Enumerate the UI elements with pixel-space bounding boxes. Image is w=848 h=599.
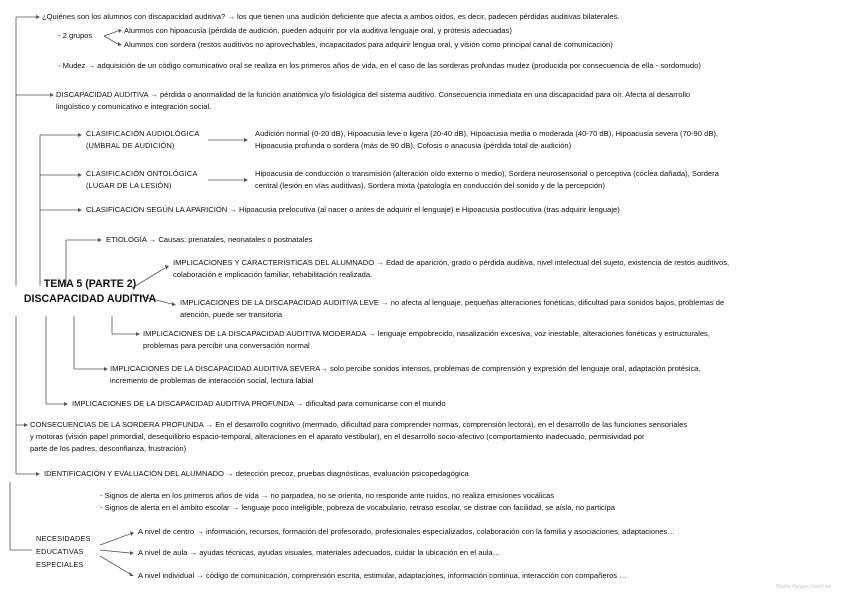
nivel-aula: A nivel de aula → ayudas técnicas, ayudas visuales, materiales adecuados, cuidar la ubicación en el aula… bbox=[138, 548, 501, 557]
definicion-line-2: lingüístico y comunicativo e integración social. bbox=[56, 102, 212, 111]
signos-escolar: - Signos de alerta en el ámbito escolar → lenguaje poco inteligible, pobreza de vocabulario, retraso escolar, se distrae con facilidad, se aísla, no participa bbox=[100, 503, 615, 512]
aparicion-text: CLASIFICACIÓN SEGÚN LA APARICIÓN → Hipoacusia prelocutiva (al nacer o antes de adquirir el lenguaje) e Hipoacusia postlocutiva (tras adquirir lenguaje) bbox=[86, 205, 620, 214]
necesidades-label-2: EDUCATIVAS bbox=[36, 547, 84, 556]
implicaciones-caracteristicas-2: colaboración e implicación familiar, rehabilitación realizada. bbox=[173, 270, 373, 279]
author-watermark: Marta Vargas Martínez bbox=[776, 584, 832, 590]
implicaciones-caracteristicas-1: IMPLICACIONES Y CARACTERÍSTICAS DEL ALUMNADO → Edad de aparición, grado o pérdida auditiva, nivel intelectual del sujeto, existencia de restos auditivos, bbox=[173, 258, 730, 267]
consecuencias-line-3: parte de los padres, desconfianza, frustración) bbox=[30, 444, 187, 453]
nivel-individual: A nivel individual → código de comunicación, comprensión escrita, estimular, adaptaciones, información continua, interacción con compañeros … bbox=[138, 571, 627, 580]
necesidades-label-1: NECESIDADES bbox=[36, 534, 91, 543]
signos-primeros-anos: - Signos de alerta en los primeros años de vida → no parpadea, no se orienta, no responde ante ruidos, no realiza emisiones vocálicas bbox=[100, 491, 555, 500]
audiologica-label-2: (UMBRAL DE AUDICIÓN) bbox=[86, 141, 175, 150]
ontologica-text-1: Hipoacusia de conducción o transmisión (alteración oído externo o medio), Sordera neurosensorial o perceptiva (cóclea dañada), Sordera bbox=[255, 169, 719, 178]
implicaciones-moderada-1: IMPLICACIONES DE LA DISCAPACIDAD AUDITIVA MODERADA → lenguaje empobrecido, nasalización excesiva, voz inestable, alteraciones fonéticas y estructurales, bbox=[143, 329, 710, 338]
alumnos-question: ¿Quiénes son los alumnos con discapacidad auditiva? → los que tienen una audición deficiente que afecta a ambos oídos, es decir, padecen pérdidas auditivas bilaterales. bbox=[42, 12, 620, 21]
consecuencias-line-1: CONSECUENCIAS DE LA SORDERA PROFUNDA → En el desarrollo cognitivo (mermado, dificultad para comprender normas, comprensión lectora), en el desarrollo de las funciones sensoriales bbox=[30, 420, 688, 429]
grupo-sordera: Alumnos con sordera (restos auditivos no aprovechables, incapacitados para adquirir lengua oral, y visión como principal canal de comunicación) bbox=[124, 40, 613, 49]
ontologica-text-2: central (lesión en vías auditivas), Sordera mixta (patología en conducción del sonido y de la percepción) bbox=[255, 181, 605, 190]
page-title-line-1: TEMA 5 (PARTE 2) bbox=[43, 278, 137, 290]
implicaciones-moderada-2: problemas para percibir una conversación normal bbox=[143, 341, 310, 350]
ontologica-label-2: (LUGAR DE LA LESIÓN) bbox=[86, 181, 172, 190]
mudez-text: - Mudez → adquisición de un código comunicativo oral se realiza en los primeros años de vida, en el caso de las sorderas profundas mudez (producida por consecuencia de ella - sordomudo) bbox=[58, 61, 701, 70]
necesidades-label-3: ESPECIALES bbox=[36, 560, 84, 569]
implicaciones-profunda: IMPLICACIONES DE LA DISCAPACIDAD AUDITIVA PROFUNDA → dificultad para comunicarse con el mundo bbox=[72, 399, 446, 408]
audiologica-label-1: CLASIFICACIÓN AUDIOLÓGICA bbox=[86, 129, 200, 138]
page-title-line-2: DISCAPACIDAD AUDITIVA bbox=[23, 293, 157, 305]
consecuencias-line-2: y motoras (visión papel primordial, desequilibrio espacio-temporal, alteraciones en el aparato vestibular), en el desarrollo socio-afectivo (comportamiento inadecuado, permisividad por bbox=[30, 432, 645, 441]
implicaciones-severa-2: incremento de problemas de interacción social, lectura labial bbox=[110, 376, 314, 385]
grupos-label: - 2 grupos bbox=[58, 31, 93, 40]
grupo-hipoacusia: Alumnos con hipoacusia (pérdida de audición, pueden adquirir por vía auditiva lenguaje oral, y prótesis adecuadas) bbox=[124, 26, 512, 35]
audiologica-text-2: Hipoacusia profunda o sordera (más de 90 dB), Cofosis o anacusia (pérdida total de audición) bbox=[255, 141, 572, 150]
audiologica-text-1: Audición normal (0-20 dB), Hipoacusia leve o ligera (20-40 dB), Hipoacusia media o moderada (40-70 dB), Hipoacusia severa (70-90 dB), bbox=[255, 129, 719, 138]
definicion-line-1: DISCAPACIDAD AUDITIVA → pérdida o anormalidad de la función anatómica y/o fisiológica del sistema auditivo. Consecuencia inmediata en una discapacidad para oír. Afecta al desarrollo bbox=[56, 90, 691, 99]
implicaciones-severa-1: IMPLICACIONES DE LA DISCAPACIDAD AUDITIVA SEVERA→ solo percibe sonidos intensos, problemas de comprensión y expresión del lenguaje oral, adaptación protésica, bbox=[110, 364, 701, 373]
etiologia-text: ETIOLOGÍA → Causas: prenatales, neonatales o postnatales bbox=[106, 235, 313, 244]
implicaciones-leve-1: IMPLICACIONES DE LA DISCAPACIDAD AUDITIVA LEVE → no afecta al lenguaje, pequeñas alteraciones fonéticas, dificultad para sonidos bajos, problemas de bbox=[180, 298, 725, 307]
identificacion-text: IDENTIFICACIÓN Y EVALUACIÓN DEL ALUMNADO → detección precoz, pruebas diagnósticas, evaluación psicopedagógica bbox=[44, 469, 469, 478]
implicaciones-leve-2: atención, puede ser transitoria bbox=[180, 310, 283, 319]
nivel-centro: A nivel de centro → información, recursos, formación del profesorado, profesionales especializados, colaboración con la familia y asociaciones, adaptaciones… bbox=[138, 527, 675, 536]
ontologica-label-1: CLASIFICACIÓN ONTOLÓGICA bbox=[86, 169, 198, 178]
